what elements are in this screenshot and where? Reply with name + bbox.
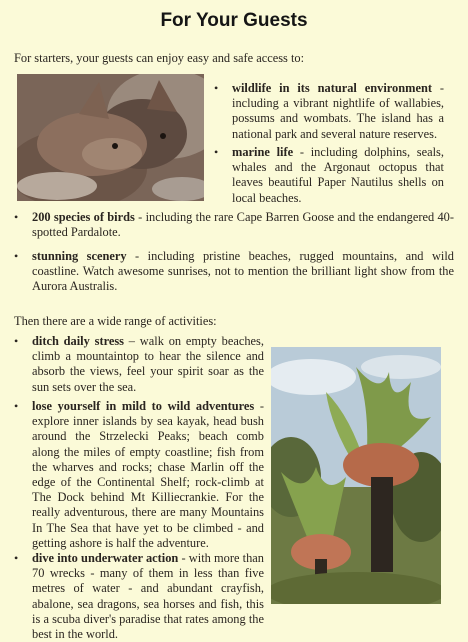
list-item-stress — [14, 334, 264, 396]
item-text: - including a vibrant nightlife of wallabies, possums and wombats. The island has a national park and several nature reserves. — [232, 81, 444, 141]
bullet-glyph: • — [14, 551, 19, 565]
activities-intro: Then there are a wide range of activities: — [14, 314, 217, 328]
list-item-adventures — [14, 399, 264, 550]
list-item-marine-life — [214, 145, 444, 207]
list-item-birds — [14, 210, 454, 242]
intro-text: For starters, your guests can enjoy easy and safe access to: — [14, 51, 305, 65]
item-heading: dive into underwater action — [32, 551, 179, 565]
item-text: - with more than 70 wrecks - many of them in less than five metres of water - and abundant crayfish, abalone, sea dragons, sea horses and fish, this is a scuba diver's paradise that rates among the best in the world. — [32, 551, 264, 642]
page-title: For Your Guests — [160, 10, 308, 31]
item-text: - including dolphins, seals, whales and the Argonaut octopus that leaves beautiful Paper Nautilus shells on local beaches. — [232, 145, 444, 205]
wallabies-photo — [17, 74, 204, 201]
bullet-glyph: • — [214, 81, 219, 95]
item-heading: marine life — [232, 145, 294, 159]
bullet-glyph: • — [14, 399, 19, 413]
item-heading: stunning scenery — [32, 249, 127, 263]
bullet-glyph: • — [14, 249, 19, 263]
item-heading: 200 species of birds — [32, 210, 135, 224]
bullet-glyph: • — [14, 210, 19, 224]
item-heading: wildlife in its natural environment — [232, 81, 432, 95]
item-text: - explore inner islands by sea kayak, head bush around the Strzelecki Peaks; beach comb along the miles of empty coastline; fish from the wharves and rocks; chase Marlin off the edge of the Continental Shelf; rock-climb at The Dock behind Mt Killiecrankie. For the really adventurous, there are many Mountains In The Sea that have yet to be climbed - and getting ashore is half the adventure. — [32, 399, 264, 550]
item-heading: ditch daily stress — [32, 334, 124, 348]
item-heading: lose yourself in mild to wild adventures — [32, 399, 255, 413]
bullet-glyph: • — [14, 334, 19, 348]
list-item-diving — [14, 551, 454, 642]
bullet-glyph: • — [214, 145, 219, 159]
list-item-scenery — [14, 249, 454, 297]
item-text: - including the rare Cape Barren Goose and the endangered 40-spotted Pardalote. — [32, 210, 454, 240]
item-text: – walk on empty beaches, climb a mountaintop to hear the silence and absorb the views, feel your spirit soar as the sun sets over the sea. — [32, 334, 264, 394]
item-text: - including pristine beaches, rugged mountains, and wild coastline. Watch awesome sunrises, not to mention the brilliant light show from the Aurora Australis. — [32, 249, 455, 294]
